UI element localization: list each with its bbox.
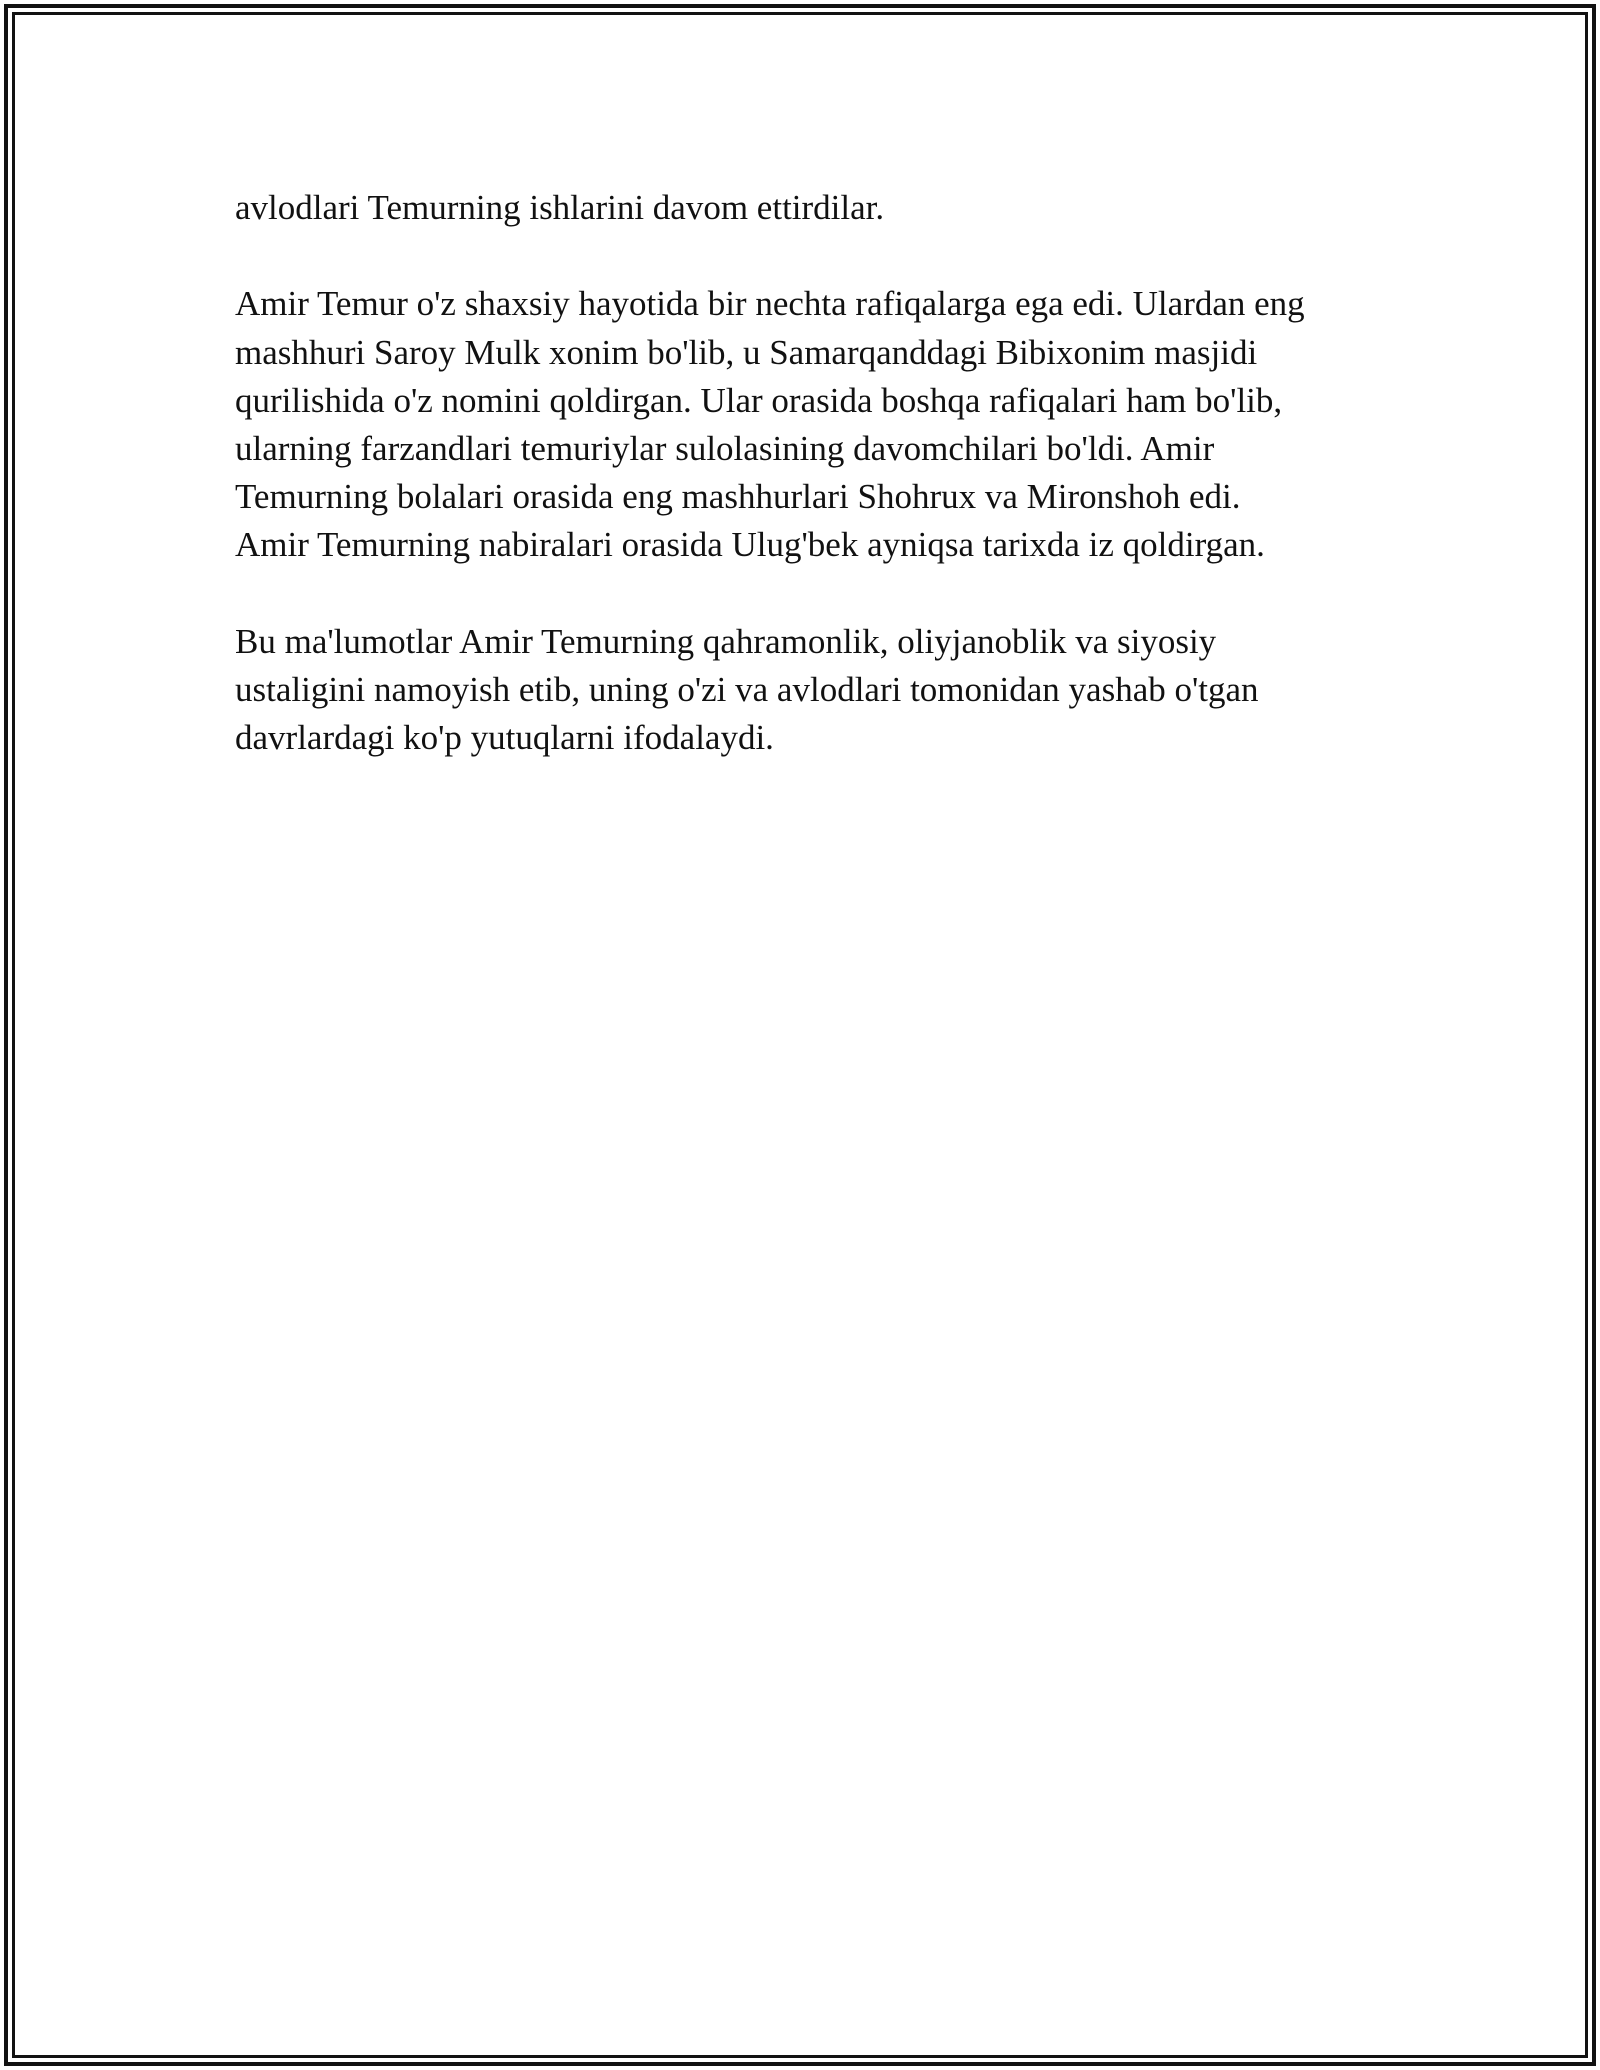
paragraph-conclusion: Bu ma'lumotlar Amir Temurning qahramonlik, oliyjanoblik va siyosiy ustaligini namoyish etib, uning o'zi va avlodlari tomonidan yashab o'tgan davrlardagi ko'p yutuqlarni ifodalaydi. [235,621,1259,758]
document-body [235,184,1375,811]
paragraph-personal-life: Amir Temur o'z shaxsiy hayotida bir nechta rafiqalarga ega edi. Ulardan eng mashhuri Saroy Mulk xonim bo'lib, u Samarqanddagi Bibixonim masjidi qurilishida o'z nomini qoldirgan. Ular orasida boshqa rafiqalari ham bo'lib, ularning farzandlari temuriylar sulolasining davomchilari bo'ldi. Amir Temurning bolalari orasida eng mashhurlari Shohrux va Mironshoh edi. Amir Temurning nabiralari orasida Ulug'bek ayniqsa tarixda iz qoldirgan. [235,284,1305,565]
paragraph-continuation: avlodlari Temurning ishlarini davom ettirdilar. [235,188,885,227]
